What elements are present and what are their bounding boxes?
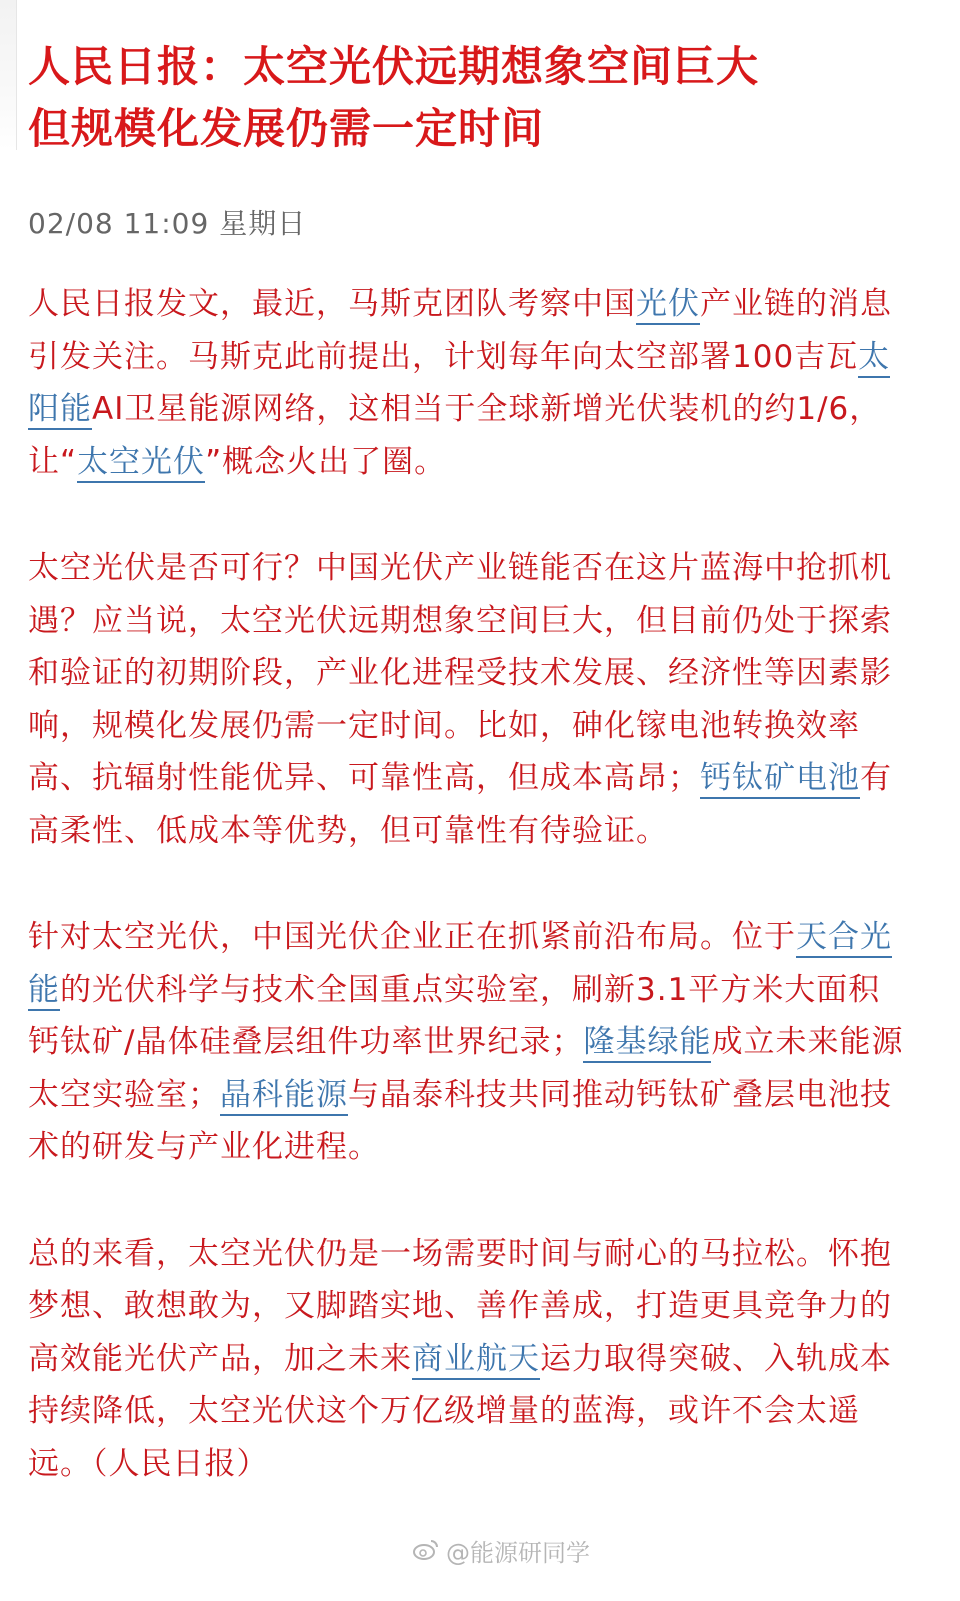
publish-weekday: 星期日 — [219, 207, 307, 240]
paragraph-text: ”概念火出了圈。 — [205, 443, 447, 480]
paragraph-text: 成立未来能源太空实验室； — [28, 1024, 904, 1113]
publish-datetime: 02/08 11:09 — [28, 207, 210, 240]
keyword-link[interactable]: 钙钛矿电池 — [700, 760, 860, 799]
article-paragraph — [28, 1228, 908, 1491]
paragraph-text: 太空光伏是否可行？中国光伏产业链能否在这片蓝海中抢抓机遇？应当说，太空光伏远期想象空间巨大，但目前仍处于探索和验证的初期阶段，产业化进程受技术发展、经济性等因素影响，规模化发展仍需一定时间。比如，砷化镓电池转换效率高、抗辐射性能优异、可靠性高，但成本高昂； — [28, 550, 892, 796]
article-title-line-1: 人民日报：太空光伏远期想象空间巨大 — [28, 42, 760, 91]
paragraph-text: 人民日报发文，最近，马斯克团队考察中国 — [28, 286, 636, 322]
keyword-link[interactable]: 太空光伏 — [77, 444, 205, 483]
keyword-link[interactable]: 太阳能 — [28, 339, 890, 431]
paragraph-text: AI卫星能源网络，这相当于全球新增光伏装机的约1/6，让“ — [28, 391, 882, 480]
keyword-link[interactable]: 隆基绿能 — [583, 1024, 711, 1063]
watermark-text: @能源研同学 — [446, 1538, 590, 1567]
paragraph-text: 针对太空光伏，中国光伏企业正在抓紧前沿布局。位于 — [28, 919, 796, 955]
article-title — [28, 36, 940, 160]
paragraph-text: 运力取得突破、入轨成本持续降低，太空光伏这个万亿级增量的蓝海，或许不会太遥远。（人民日报） — [28, 1340, 892, 1482]
paragraph-text: 的光伏科学与技术全国重点实验室，刷新3.1平方米大面积钙钛矿/晶体硅叠层组件功率世界纪录； — [28, 971, 881, 1060]
paragraph-text: 与晶泰科技共同推动钙钛矿叠层电池技术的研发与产业化进程。 — [28, 1076, 892, 1165]
keyword-link[interactable]: 天合光能 — [28, 919, 892, 1011]
paragraph-text: 产业链的消息引发关注。马斯克此前提出，计划每年向太空部署100吉瓦 — [28, 286, 892, 375]
article-title-line-2: 但规模化发展仍需一定时间 — [28, 104, 545, 153]
keyword-link[interactable]: 晶科能源 — [220, 1077, 348, 1116]
keyword-link[interactable]: 商业航天 — [412, 1341, 540, 1380]
keyword-link[interactable]: 光伏 — [636, 286, 700, 325]
article-meta — [28, 206, 940, 242]
page-fold-decoration — [0, 0, 17, 150]
watermark — [412, 1530, 590, 1570]
weibo-logo-icon — [412, 1536, 440, 1564]
paragraph-text: 有高柔性、低成本等优势，但可靠性有待验证。 — [28, 760, 892, 849]
article-container — [28, 36, 940, 1490]
article-paragraph — [28, 278, 908, 488]
article-paragraph — [28, 542, 908, 857]
article-paragraph — [28, 911, 908, 1174]
paragraph-text: 总的来看，太空光伏仍是一场需要时间与耐心的马拉松。怀抱梦想、敢想敢为，又脚踏实地、善作善成，打造更具竞争力的高效能光伏产品，加之未来 — [28, 1235, 892, 1377]
article-body — [28, 278, 940, 1490]
